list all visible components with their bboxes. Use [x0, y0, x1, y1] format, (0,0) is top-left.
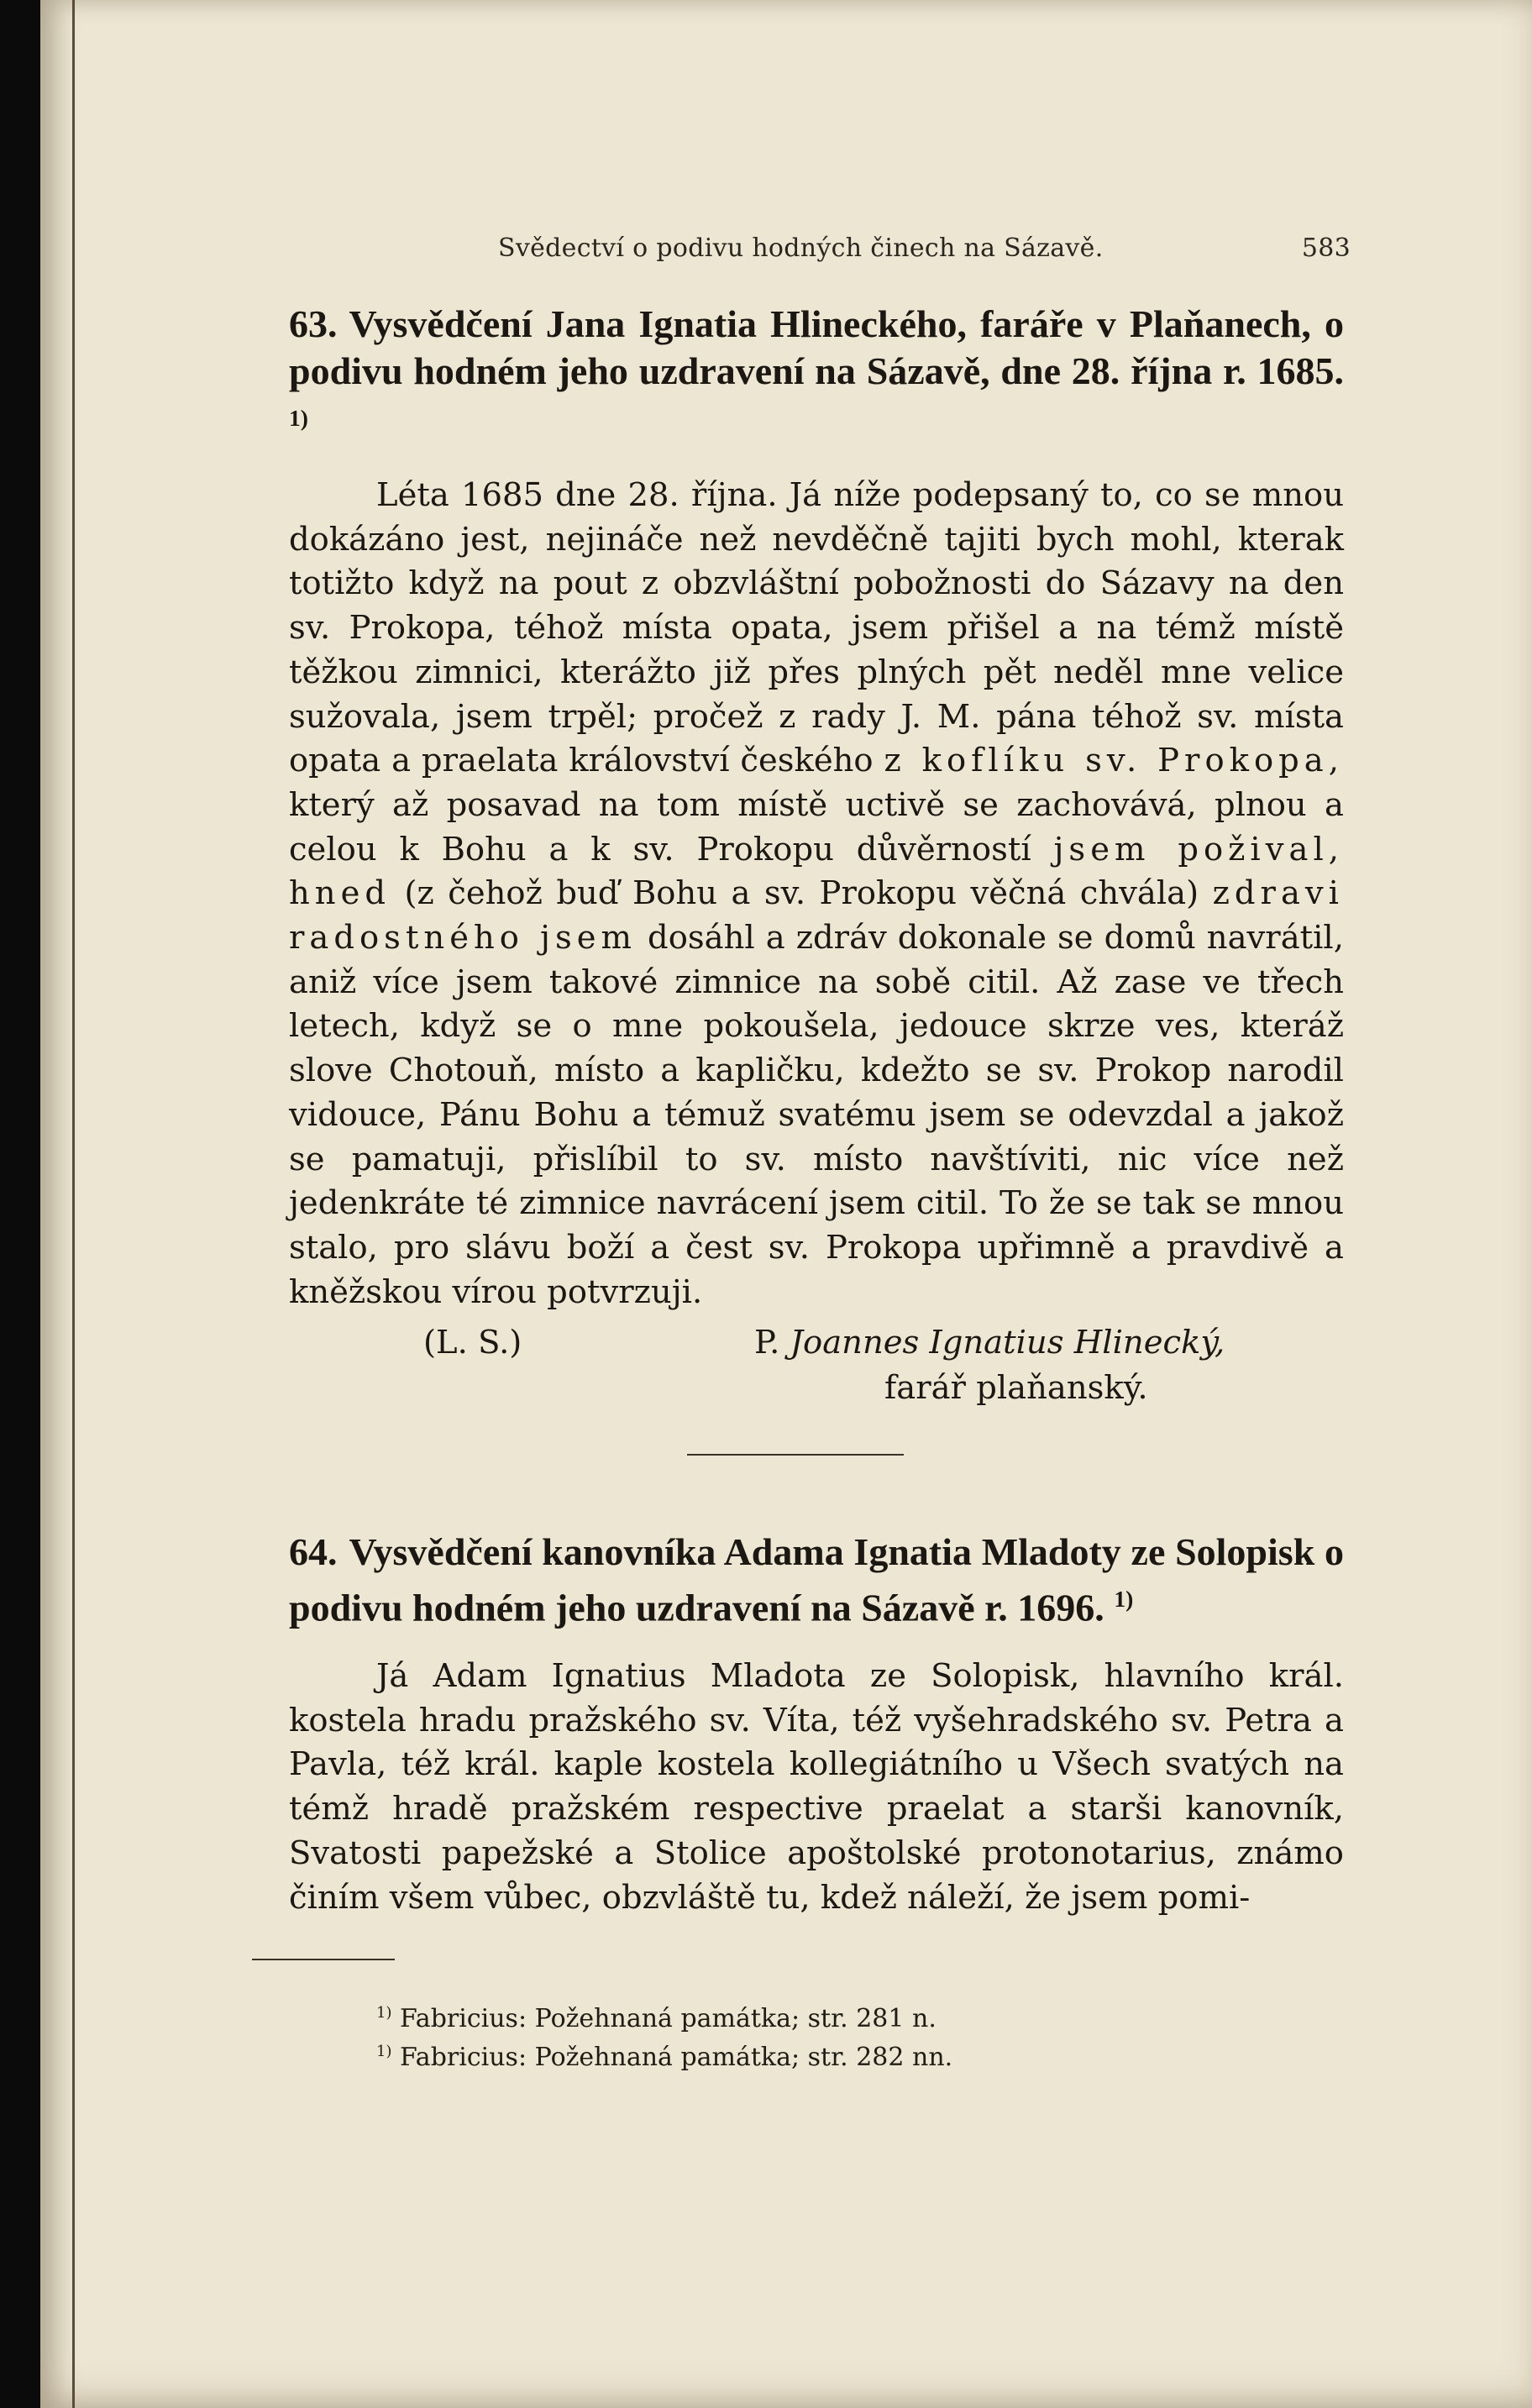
signature — [754, 1324, 1225, 1361]
section-64-body: Já Adam Ignatius Mladota ze Solopisk, hlavního král. kostela hradu pražského sv. Víta, též vyšehradského sv. Petra a Pavla, též král. kaple kostela kollegiátního u Všech svatých na témž hradě pražském respective praelat a starši kanovník, Svatosti papežské a Stolice apoštolské protonotarius, známo činím všem vůbec, obzvláště tu, kdež náleží, že jsem pomi- — [289, 1657, 1344, 1917]
signature-name: Joannes Ignatius Hlinecký, — [790, 1324, 1225, 1361]
section-63-body: Léta 1685 dne 28. října. Já níže podepsaný to, co se mnou dokázáno jest, nejináče než nevděčně tajiti bych mohl, kterak totižto když na pout z obzvláštní pobožnosti do Sázavy na den sv. Prokopa, téhož místa opata, jsem přišel a na témž místě těžkou zimnici, kterážto již přes plných pět neděl mne velice sužovala, jsem trpěl; pročež z rady J. M. pána téhož sv. místa opata a praelata království českého z koflíku sv. Prokopa, který až posavad na tom místě uctivě se zachovává, plnou a celou k Bohu a k sv. Prokopu důvěrností jsem požival, hned (z čehož buď Bohu a sv. Prokopu věčná chvála) zdravi radostného jsem dosáhl a zdráv dokonale se domů navrátil, aniž více jsem takové zimnice na sobě citil. Až zase ve třech letech, když se o mne pokoušela, jedouce skrze ves, kteráž slove Chotouň, místo a kapličku, kdežto se sv. Prokop narodil vidouce, Pánu Bohu a témuž svatému jsem se odevzdal a jakož se pamatuji, přislíbil to sv. místo navštíviti, nic více než jedenkráte té zimnice navrácení jsem citil. To že se tak se mnou stalo, pro slávu boží a čest sv. Prokopa upřimně a pravdivě a kněžskou vírou potvrzuji. — [289, 476, 1344, 1311]
seal-mark: (L. S.) — [423, 1324, 522, 1361]
footnote-rule — [252, 1959, 395, 1960]
section-64-title: Vysvědčení kanovníka Adama Ignatia Mladoty ze Solopisk o podivu hodném jeho uzdravení na Sázavě r. 1696. — [289, 1530, 1344, 1629]
running-head — [498, 233, 1351, 263]
footnote-1: $^{1)}$ Fabricius: Požehnaná památka; str. 281 n. — [376, 2004, 937, 2033]
emphasis-kofliku: z koflíku sv. Prokopa, — [884, 742, 1344, 780]
section-divider — [687, 1454, 904, 1456]
page-number: 583 — [1301, 233, 1351, 263]
section-63-heading — [289, 301, 1344, 450]
section-63-footnote-mark: 1) — [289, 405, 308, 431]
section-64-number: 64. — [289, 1530, 338, 1573]
book-page — [40, 0, 1532, 2408]
section-64-heading — [289, 1529, 1344, 1631]
section-63-number: 63. — [289, 302, 338, 345]
emphasis-zdravi: zdravi radostného jsem — [289, 874, 1344, 957]
signature-prefix: P. — [754, 1324, 780, 1361]
emphasis-pozival: jsem požival, hned — [289, 830, 1344, 913]
section-64-footnote-mark: 1) — [1114, 1586, 1134, 1612]
running-head-title: Svědectví o podivu hodných činech na Sázavě. — [498, 233, 1104, 263]
signature-title: farář plaňanský. — [884, 1369, 1148, 1407]
footnote-2: $^{1)}$ Fabricius: Požehnaná památka; str. 282 nn. — [376, 2043, 953, 2072]
page-gutter-edge — [72, 0, 75, 2408]
section-63-title: Vysvědčení Jana Ignatia Hlineckého, faráře v Plaňanech, o podivu hodném jeho uzdravení na Sázavě, dne 28. října r. 1685. — [289, 302, 1344, 392]
